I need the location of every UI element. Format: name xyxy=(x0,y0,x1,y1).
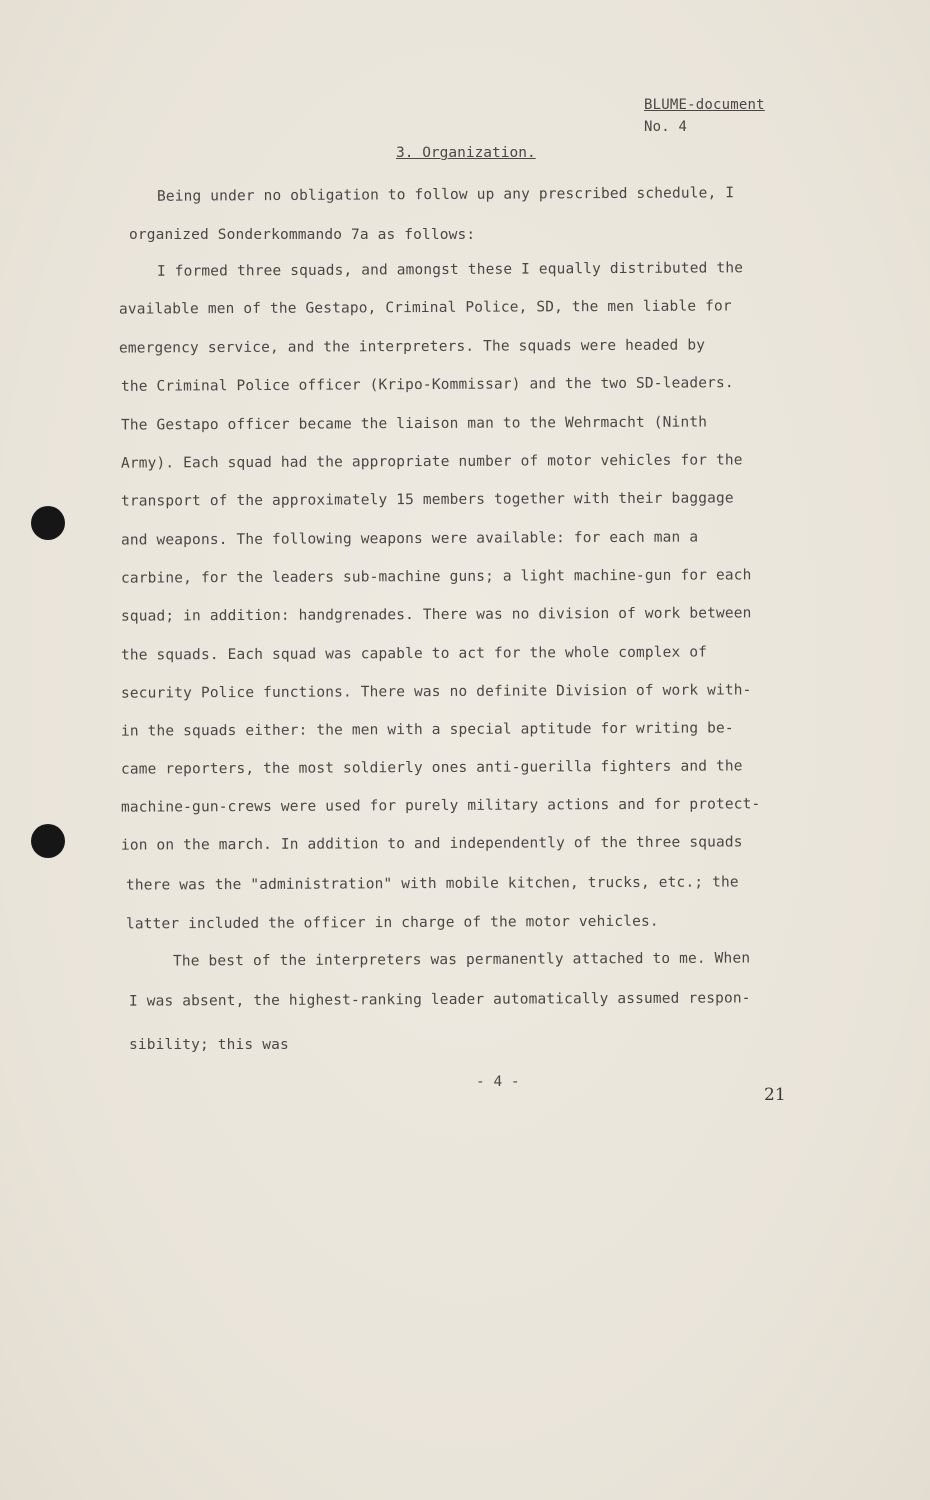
body-line: security Police functions. There was no definite Division of work with- xyxy=(120,682,752,702)
body-line: Army). Each squad had the appropriate number of motor vehicles for the xyxy=(120,452,743,472)
body-line: I was absent, the highest-ranking leader automatically assumed respon- xyxy=(128,990,751,1010)
document-title: BLUME-document xyxy=(644,97,765,113)
body-line: sibility; this was xyxy=(129,1037,289,1053)
body-line: ion on the march. In addition to and independently of the three squads xyxy=(120,834,743,854)
body-line: the Criminal Police officer (Kripo-Kommissar) and the two SD-leaders. xyxy=(120,375,734,395)
body-line: Being under no obligation to follow up any prescribed schedule, I xyxy=(156,185,735,205)
body-line: came reporters, the most soldierly ones anti-guerilla fighters and the xyxy=(120,758,743,778)
body-line: machine-gun-crews were used for purely military actions and for protect- xyxy=(120,796,761,816)
punch-hole-bottom xyxy=(31,824,65,858)
body-line: and weapons. The following weapons were available: for each man a xyxy=(120,529,699,549)
body-line: the squads. Each squad was capable to act for the whole complex of xyxy=(120,644,708,664)
body-line: squad; in addition: handgrenades. There was no division of work between xyxy=(120,605,752,625)
punch-hole-top xyxy=(31,506,65,540)
body-line: in the squads either: the men with a special aptitude for writing be- xyxy=(120,720,734,740)
body-line: The Gestapo officer became the liaison man to the Wehrmacht (Ninth xyxy=(120,414,708,434)
body-line: transport of the approximately 15 members together with their baggage xyxy=(120,490,734,510)
body-line: emergency service, and the interpreters. The squads were headed by xyxy=(118,337,706,357)
body-line: there was the "administration" with mobile kitchen, trucks, etc.; the xyxy=(125,874,739,894)
page-number: - 4 - xyxy=(476,1074,520,1090)
document-header xyxy=(644,94,765,138)
body-line: organized Sonderkommando 7a as follows: xyxy=(129,227,476,243)
body-line: latter included the officer in charge of the motor vehicles. xyxy=(125,913,659,933)
body-line: I formed three squads, and amongst these I equally distributed the xyxy=(156,260,744,280)
folio-number: 21 xyxy=(764,1085,786,1105)
body-line: The best of the interpreters was permanently attached to me. When xyxy=(172,950,751,970)
body-line: carbine, for the leaders sub-machine guns; a light machine-gun for each xyxy=(120,567,752,587)
document-number: No. 4 xyxy=(644,119,688,135)
body-line: available men of the Gestapo, Criminal Police, SD, the men liable for xyxy=(118,298,732,318)
section-title: 3. Organization. xyxy=(396,145,536,161)
